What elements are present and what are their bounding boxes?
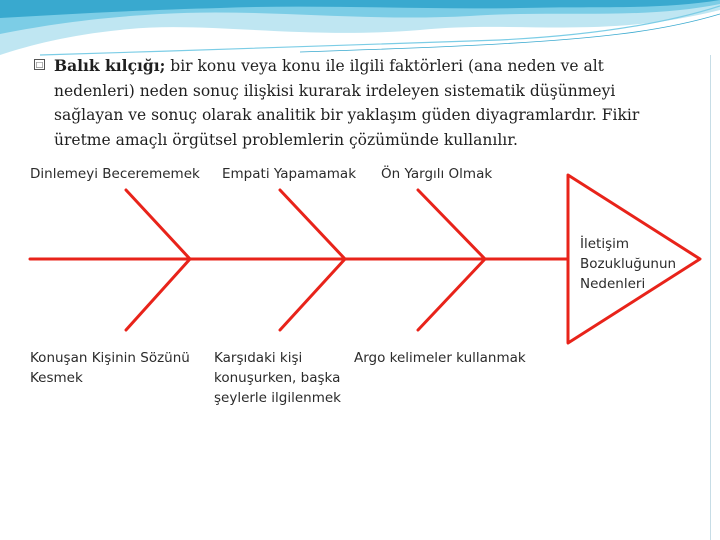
top-cause-2: Empati Yapamamak [222, 166, 357, 182]
top-bone-2 [280, 190, 345, 259]
bullet-term: Balık kılçığı; [54, 56, 166, 75]
top-bone-1 [126, 190, 190, 259]
bottom-bone-2 [280, 259, 345, 330]
bottom-cause-3-line-1: Argo kelimeler kullanmak [354, 350, 526, 366]
bottom-cause-1-line-1: Konuşan Kişinin Sözünü [30, 350, 190, 366]
head-label-line-1: İletişim [580, 236, 630, 252]
bottom-cause-2-line-1: Karşıdaki kişi [214, 350, 303, 366]
square-bullet-icon: □ [35, 60, 44, 69]
bottom-bone-1 [126, 259, 190, 330]
bottom-cause-2-line-2: konuşurken, başka [214, 370, 341, 386]
top-bone-3 [418, 190, 485, 259]
bullet-definition: bir konu veya konu ile ilgili faktörleri (ana neden ve alt nedenleri) neden sonuç ilişkisi kurarak irdeleyen sistematik düşünmeyi sağlayan ve sonuç olarak analitik bir yaklaşım güden diyagramlardır. Fikir üretme amaçlı örgütsel problemlerin çözümünde kullanılır. [54, 57, 640, 149]
top-cause-3: Ön Yargılı Olmak [381, 166, 493, 182]
head-label-line-3: Nedenleri [580, 276, 646, 292]
bottom-bone-3 [418, 259, 485, 330]
bottom-cause-1-line-2: Kesmek [30, 370, 83, 386]
head-label-line-2: Bozukluğunun [580, 256, 677, 272]
bottom-cause-2-line-3: şeylerle ilgilenmek [214, 390, 341, 406]
top-cause-1: Dinlemeyi Becerememek [30, 166, 200, 182]
